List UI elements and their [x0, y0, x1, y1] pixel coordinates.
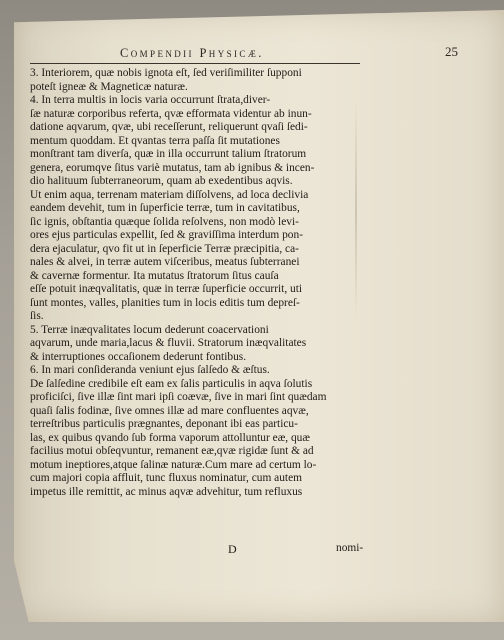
text-line: 4. In terra multis in locis varia occurrunt ſtrata,diver- [30, 94, 271, 106]
text-line: eandem devehit, tum in ſuperficie terræ, tum in cavitatibus, [30, 202, 300, 214]
text-line: 6. In mari conſideranda veniunt ejus ſalſedo & æſtus. [30, 364, 270, 376]
text-line: poteſt igneæ & Magneticæ naturæ. [30, 80, 188, 93]
signature-mark: D [228, 542, 237, 556]
text-line: monſtrant tam diverſa, quæ in illa occurrunt talium ſtratorum [30, 148, 307, 160]
text-line: & cavernæ formentur. Ita mutatus ſtratorum ſitus cauſa [30, 269, 279, 282]
text-line: quaſi ſalis fodinæ, ſive omnes illæ ad mare confluentes aqvæ, [30, 404, 309, 417]
text-line: las, ex quibus qvando ſub forma vaporum attolluntur eæ, quæ [30, 431, 310, 444]
text-line: terreſtribus particulis prægnantes, deponant ibi eas particu- [30, 418, 298, 430]
text-line: ſunt montes, valles, planities tum in locis editis tum depreſ- [30, 296, 300, 309]
running-title: Compendii Physicæ. [120, 46, 264, 60]
text-line: ores ejus particulas expellit, ſed & graviſſima interdum pon- [30, 229, 303, 241]
page-header [40, 44, 458, 64]
text-line: ſis. [30, 310, 44, 322]
text-line: eſſe potuit inæqvalitatis, quæ in terræ ſuperficie occurrit, uti [30, 283, 303, 295]
text-line: ſic ignis, obſtantia quæque ſolida reſolvens, non modò levi- [30, 215, 299, 228]
text-line: proficiſci, ſive illæ ſint mari ipſi coævæ, ſive in mari ſint quædam [30, 391, 327, 403]
text-line: Ut enim aqua, terrenam materiam diſſolvens, ad loca declivia [30, 188, 309, 201]
text-line: dio halituum ſubterraneorum, quam ab exedentibus aqvis. [30, 175, 293, 187]
page-body-text [30, 67, 364, 499]
text-line: & interruptiones occaſionem dederunt fontibus. [30, 350, 247, 363]
text-line: motum ineptiores,atque ſalinæ naturæ.Cum mare ad certum lo- [30, 458, 317, 471]
text-line: genera, eorumqve ſitus variè mutatus, tam ab ignibus & incen- [30, 161, 315, 174]
text-line: 3. Interiorem, quæ nobis ignota eſt, ſed veriſimiliter ſupponi [30, 67, 302, 79]
text-line: dera ejaculatur, qvo fit ut in ſeperficie Terræ præcipitia, ca- [30, 242, 299, 255]
text-line: aqvarum, unde maria,lacus & fluvii. Stratorum inæqvalitates [30, 337, 307, 349]
text-line: De ſalſedine credibile eſt eam ex ſalis particulis in aqva ſolutis [30, 377, 313, 390]
text-line: impetus ille remittit, ac minus aqvæ advehitur, tum refluxus [30, 485, 303, 498]
header-rule [30, 63, 360, 64]
page-number: 25 [445, 44, 458, 59]
text-line: 5. Terræ inæqvalitates locum dederunt coacervationi [30, 323, 269, 336]
text-line: mentum quoddam. Et qvantas terra paſſa ſit mutationes [30, 134, 280, 147]
text-line: ſæ naturæ corporibus referta, qvæ efformata videntur ab inun- [30, 107, 312, 120]
text-line: facilius motui obſeqvuntur, remanent eæ,qvæ rigidæ ſunt & ad [30, 445, 314, 457]
text-line: cum majori copia affluit, tunc fluxus nominatur, cum autem [30, 472, 303, 484]
text-line: nales & alvei, in terræ autem viſceribus, meatus ſubterranei [30, 256, 300, 268]
catchword: nomi- [336, 542, 364, 554]
text-line: datione aqvarum, qvæ, ubi receſſerunt, reliquerunt qvaſi ſedi- [30, 121, 308, 133]
